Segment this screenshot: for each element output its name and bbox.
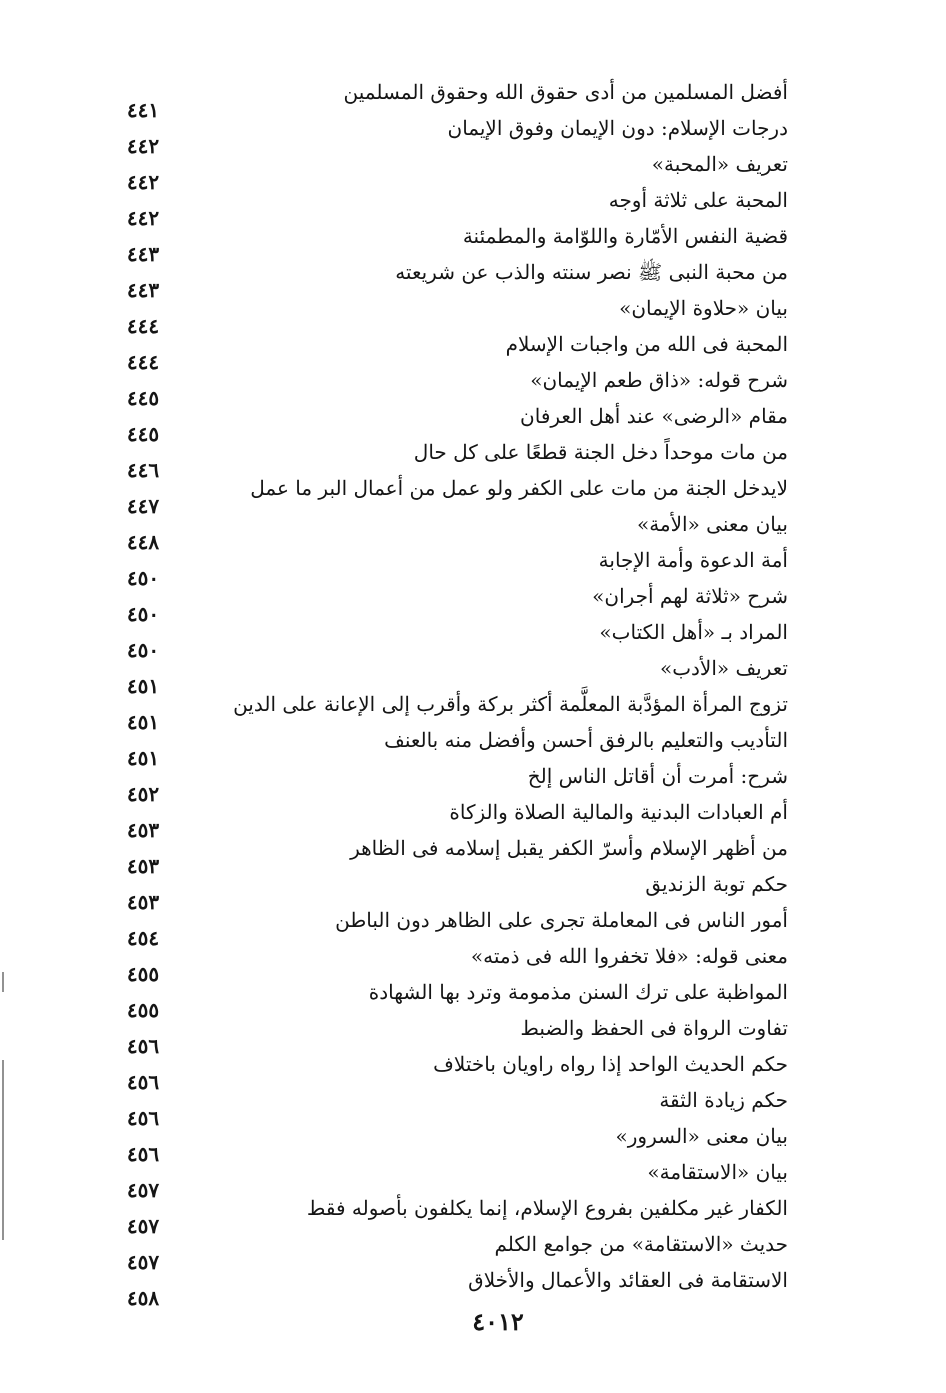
entry-page-number: ٤٤٨ <box>126 530 160 554</box>
entry-title: حكم توبة الزنديق <box>645 872 788 896</box>
toc-entry <box>0 474 946 518</box>
entry-page-number: ٤٥٧ <box>126 1214 160 1238</box>
entry-page-number: ٤٤٤ <box>126 314 160 338</box>
toc-entry <box>0 1014 946 1058</box>
scan-edge-mark <box>2 972 4 992</box>
toc-entry <box>0 258 946 302</box>
toc-entry <box>0 150 946 194</box>
entry-page-number: ٤٤٤ <box>126 350 160 374</box>
entry-title: المواظبة على ترك السنن مذمومة وترد بها الشهادة <box>368 980 788 1004</box>
toc-entry <box>0 618 946 662</box>
entry-title: أم العبادات البدنية والمالية الصلاة والزكاة <box>449 800 788 824</box>
toc-entry <box>0 1158 946 1202</box>
toc-entry <box>0 870 946 914</box>
toc-entry <box>0 186 946 230</box>
entry-title: شرح قوله: «ذاق طعم الإيمان» <box>530 368 788 392</box>
entry-page-number: ٤٤٦ <box>126 458 160 482</box>
toc-entry <box>0 1122 946 1166</box>
toc-entry <box>0 510 946 554</box>
entry-page-number: ٤٥٣ <box>126 854 160 878</box>
page-number: ٤٠١٢ <box>472 1307 524 1336</box>
entry-title: شرح «ثلاثة لهم أجران» <box>592 584 788 608</box>
toc-entry <box>0 906 946 950</box>
entry-title: تعريف «الأدب» <box>659 656 788 680</box>
entry-title: من مات موحداً دخل الجنة قطعًا على كل حال <box>413 440 788 464</box>
entry-page-number: ٤٥٠ <box>126 566 160 590</box>
entry-page-number: ٤٥٦ <box>126 1034 160 1058</box>
toc-entry <box>0 690 946 734</box>
entry-page-number: ٤٥٤ <box>126 926 160 950</box>
entry-title: المحبة على ثلاثة أوجه <box>608 188 788 212</box>
entry-title: قضية النفس الأمّارة واللوّامة والمطمئنة <box>462 224 788 248</box>
entry-title: بيان «حلاوة الإيمان» <box>619 296 788 320</box>
entry-title: التأديب والتعليم بالرفق أحسن وأفضل منه بالعنف <box>384 728 788 752</box>
entry-page-number: ٤٥١ <box>126 746 160 770</box>
entry-page-number: ٤٥٨ <box>126 1286 160 1310</box>
toc-entry <box>0 1194 946 1238</box>
toc-entry <box>0 582 946 626</box>
entry-page-number: ٤٤١ <box>126 98 160 122</box>
entry-title: مقام «الرضى» عند أهل العرفان <box>520 404 788 428</box>
toc-entry <box>0 438 946 482</box>
entry-page-number: ٤٥٠ <box>126 602 160 626</box>
toc-entry <box>0 402 946 446</box>
entry-title: معنى قوله: «فلا تخفروا الله فى ذمته» <box>470 944 788 968</box>
entry-title: المراد بـ «أهل الكتاب» <box>599 620 788 644</box>
toc-entry <box>0 798 946 842</box>
toc-entry <box>0 294 946 338</box>
entry-title: بيان معنى «الأمة» <box>636 512 788 536</box>
toc-entry <box>0 654 946 698</box>
entry-title: حديث «الاستقامة» من جوامع الكلم <box>494 1232 788 1256</box>
entry-page-number: ٤٥٣ <box>126 818 160 842</box>
entry-page-number: ٤٤٣ <box>126 278 160 302</box>
toc-entry <box>0 222 946 266</box>
entry-page-number: ٤٥٦ <box>126 1070 160 1094</box>
entry-page-number: ٤٥٦ <box>126 1106 160 1130</box>
entry-page-number: ٤٥٥ <box>126 962 160 986</box>
toc-entry <box>0 366 946 410</box>
toc-entry <box>0 942 946 986</box>
entry-page-number: ٤٥٠ <box>126 638 160 662</box>
toc-entry <box>0 834 946 878</box>
entry-page-number: ٤٤٧ <box>126 494 160 518</box>
entry-page-number: ٤٤٥ <box>126 422 160 446</box>
entry-page-number: ٤٥١ <box>126 710 160 734</box>
toc-entry <box>0 1230 946 1274</box>
entry-page-number: ٤٥٧ <box>126 1178 160 1202</box>
toc-entry <box>0 114 946 158</box>
entry-title: من أظهر الإسلام وأسرّ الكفر يقبل إسلامه فى الظاهر <box>350 836 788 860</box>
entry-title: أمور الناس فى المعاملة تجرى على الظاهر دون الباطن <box>335 908 788 932</box>
entry-page-number: ٤٤٢ <box>126 206 160 230</box>
toc-entry <box>0 762 946 806</box>
toc-entry <box>0 1050 946 1094</box>
scan-edge-mark <box>2 1060 4 1240</box>
entry-page-number: ٤٥٣ <box>126 890 160 914</box>
entry-title: الكفار غير مكلفين بفروع الإسلام، إنما يكلفون بأصوله فقط <box>306 1196 788 1220</box>
entry-title: أفضل المسلمين من أدى حقوق الله وحقوق المسلمين <box>343 80 788 104</box>
entry-title: من محبة النبى ﷺ نصر سنته والذب عن شريعته <box>395 260 788 284</box>
toc-entry <box>0 726 946 770</box>
entry-title: شرح: أمرت أن أقاتل الناس إلخ <box>527 764 788 788</box>
entry-page-number: ٤٤٣ <box>126 242 160 266</box>
entry-page-number: ٤٥٢ <box>126 782 160 806</box>
entry-page-number: ٤٥٦ <box>126 1142 160 1166</box>
entry-title: أمة الدعوة وأمة الإجابة <box>598 548 788 572</box>
entry-page-number: ٤٥٥ <box>126 998 160 1022</box>
entry-title: حكم زيادة الثقة <box>659 1088 788 1112</box>
entry-page-number: ٤٥٧ <box>126 1250 160 1274</box>
entry-title: تزوج المرأة المؤدَّبة المعلَّمة أكثر بركة وأقرب إلى الإعانة على الدين <box>233 692 788 716</box>
entry-page-number: ٤٤٥ <box>126 386 160 410</box>
toc-entry <box>0 330 946 374</box>
entry-title: درجات الإسلام: دون الإيمان وفوق الإيمان <box>447 116 788 140</box>
entry-title: تعريف «المحبة» <box>651 152 788 176</box>
entry-title: المحبة فى الله من واجبات الإسلام <box>505 332 788 356</box>
entry-title: الاستقامة فى العقائد والأعمال والأخلاق <box>468 1268 788 1292</box>
entry-title: لايدخل الجنة من مات على الكفر ولو عمل من أعمال البر ما عمل <box>250 476 788 500</box>
entry-title: حكم الحديث الواحد إذا رواه راويان باختلاف <box>433 1052 788 1076</box>
entry-title: بيان «الاستقامة» <box>647 1160 788 1184</box>
toc-entry <box>0 546 946 590</box>
toc-entry <box>0 978 946 1022</box>
entry-title: بيان معنى «السرور» <box>615 1124 788 1148</box>
table-of-contents <box>0 78 946 1308</box>
toc-entry <box>0 78 946 122</box>
entry-title: تفاوت الرواة فى الحفظ والضبط <box>520 1016 788 1040</box>
entry-page-number: ٤٤٢ <box>126 134 160 158</box>
toc-entry <box>0 1266 946 1310</box>
entry-page-number: ٤٥١ <box>126 674 160 698</box>
toc-entry <box>0 1086 946 1130</box>
entry-page-number: ٤٤٢ <box>126 170 160 194</box>
